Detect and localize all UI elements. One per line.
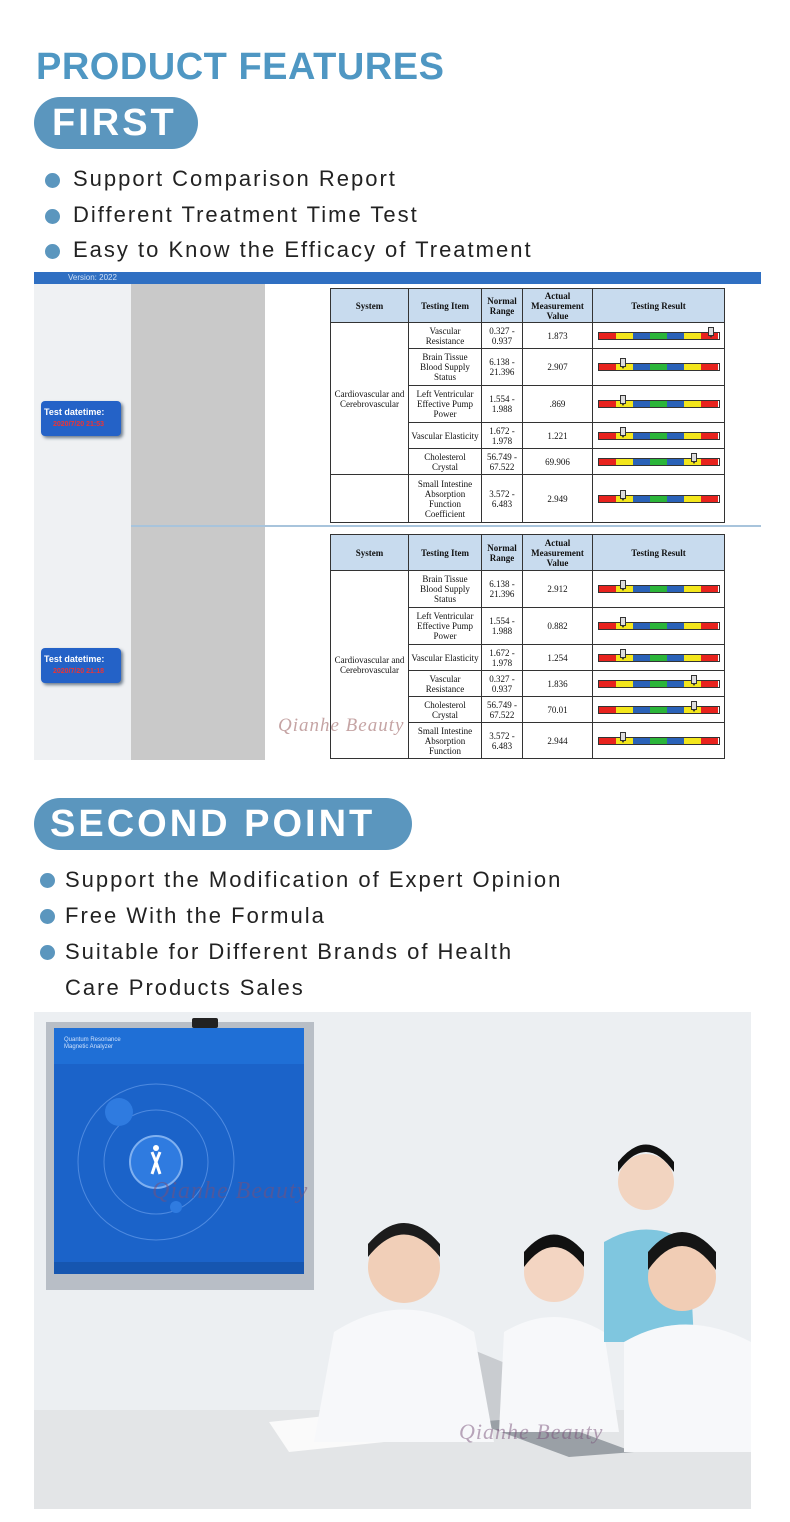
- test-datetime-value: 2020/7/20 21:53: [53, 421, 104, 428]
- test-datetime-label: Test datetime:: [44, 654, 105, 664]
- actual-value-cell: 2.907: [523, 349, 593, 386]
- section-badge-first: FIRST: [34, 97, 198, 149]
- testing-result-cell: [593, 723, 725, 759]
- bullet-dot: [40, 873, 55, 888]
- normal-range-cell: 56.749 - 67.522: [482, 449, 523, 475]
- result-marker: [620, 617, 626, 626]
- col-header-normal-range: Normal Range: [482, 535, 523, 571]
- table-row: [331, 323, 725, 349]
- normal-range-cell: 6.138 - 21.396: [482, 349, 523, 386]
- result-bar: [598, 458, 720, 466]
- result-bar: [598, 363, 720, 371]
- result-marker: [620, 358, 626, 367]
- normal-range-cell: 1.672 - 1.978: [482, 645, 523, 671]
- camera: [192, 1018, 218, 1028]
- normal-range-cell: 1.554 - 1.988: [482, 386, 523, 423]
- doctors-with-display-photo: [34, 1012, 751, 1509]
- bullet-item-continuation: Care Products Sales: [65, 975, 305, 1000]
- testing-item-cell: Vascular Resistance: [409, 323, 482, 349]
- testing-item-cell: Brain Tissue Blood Supply Status: [409, 571, 482, 608]
- actual-value-cell: 1.221: [523, 423, 593, 449]
- test-datetime-label: Test datetime:: [44, 407, 105, 417]
- testing-result-cell: [593, 645, 725, 671]
- bullet-item: Different Treatment Time Test: [73, 202, 419, 227]
- testing-result-cell: [593, 386, 725, 423]
- normal-range-cell: 3.572 - 6.483: [482, 723, 523, 759]
- bullet-item: Support the Modification of Expert Opinion: [65, 867, 563, 892]
- result-bar: [598, 680, 720, 688]
- result-bar: [598, 495, 720, 503]
- bullet-item: Easy to Know the Efficacy of Treatment: [73, 237, 533, 262]
- result-table-1: [330, 288, 725, 523]
- testing-result-cell: [593, 571, 725, 608]
- col-header-testing-result: Testing Result: [593, 535, 725, 571]
- bullet-dot: [45, 209, 60, 224]
- result-marker: [620, 395, 626, 404]
- col-header-testing-result: Testing Result: [593, 289, 725, 323]
- col-header-system: System: [331, 535, 409, 571]
- photo-illustration: [34, 1012, 751, 1509]
- result-bar: [598, 654, 720, 662]
- actual-value-cell: .869: [523, 386, 593, 423]
- report-top-bar: [34, 272, 761, 284]
- bullet-dot: [40, 909, 55, 924]
- testing-item-cell: Vascular Elasticity: [409, 645, 482, 671]
- normal-range-cell: 1.672 - 1.978: [482, 423, 523, 449]
- system-cell: [331, 475, 409, 523]
- result-marker: [691, 675, 697, 684]
- bullet-item: Free With the Formula: [65, 903, 326, 928]
- section-badge-second: SECOND POINT: [34, 798, 412, 850]
- watermark-text: Qianhe Beauty: [459, 1419, 604, 1444]
- col-header-system: System: [331, 289, 409, 323]
- test-datetime-value: 2020/7/20 21:18: [53, 668, 104, 675]
- normal-range-cell: 0.327 - 0.937: [482, 323, 523, 349]
- page-heading: PRODUCT FEATURES: [36, 46, 445, 88]
- testing-item-cell: Small Intestine Absorption Function: [409, 723, 482, 759]
- report-divider: [131, 525, 761, 527]
- table-row: [331, 475, 725, 523]
- testing-result-cell: [593, 323, 725, 349]
- comparison-report-screenshot: [34, 272, 761, 760]
- report-left-panel: [34, 284, 131, 760]
- testing-item-cell: Cholesterol Crystal: [409, 697, 482, 723]
- normal-range-cell: 0.327 - 0.937: [482, 671, 523, 697]
- testing-item-cell: Vascular Elasticity: [409, 423, 482, 449]
- bullet-item: Suitable for Different Brands of Health: [65, 939, 514, 964]
- result-bar: [598, 706, 720, 714]
- result-marker: [620, 649, 626, 658]
- normal-range-cell: 1.554 - 1.988: [482, 608, 523, 645]
- testing-result-cell: [593, 697, 725, 723]
- col-header-testing-item: Testing Item: [409, 535, 482, 571]
- bullet-dot: [40, 945, 55, 960]
- actual-value-cell: 70.01: [523, 697, 593, 723]
- result-marker: [691, 453, 697, 462]
- normal-range-cell: 56.749 - 67.522: [482, 697, 523, 723]
- actual-value-cell: 0.882: [523, 608, 593, 645]
- result-marker: [620, 427, 626, 436]
- testing-item-cell: Left Ventricular Effective Pump Power: [409, 608, 482, 645]
- testing-item-cell: Left Ventricular Effective Pump Power: [409, 386, 482, 423]
- testing-item-cell: Vascular Resistance: [409, 671, 482, 697]
- result-marker: [620, 490, 626, 499]
- result-marker: [708, 327, 714, 336]
- testing-result-cell: [593, 449, 725, 475]
- result-bar: [598, 332, 720, 340]
- actual-value-cell: 1.873: [523, 323, 593, 349]
- result-bar: [598, 622, 720, 630]
- watermark-text: Qianhe Beauty: [278, 715, 405, 736]
- result-marker: [620, 580, 626, 589]
- testing-result-cell: [593, 671, 725, 697]
- testing-item-cell: Brain Tissue Blood Supply Status: [409, 349, 482, 386]
- bullet-item: Support Comparison Report: [73, 166, 397, 191]
- result-bar: [598, 585, 720, 593]
- actual-value-cell: 1.254: [523, 645, 593, 671]
- actual-value-cell: 2.949: [523, 475, 593, 523]
- actual-value-cell: 69.906: [523, 449, 593, 475]
- bullet-dot: [45, 244, 60, 259]
- col-header-actual-value: Actual Measurement Value: [523, 289, 593, 323]
- normal-range-cell: 6.138 - 21.396: [482, 571, 523, 608]
- bullet-dot: [45, 173, 60, 188]
- result-bar: [598, 400, 720, 408]
- testing-item-cell: Small Intestine Absorption Function Coefficient: [409, 475, 482, 523]
- report-gray-panel: [131, 284, 265, 760]
- result-marker: [620, 732, 626, 741]
- test-datetime-button-1[interactable]: [41, 401, 121, 436]
- col-header-testing-item: Testing Item: [409, 289, 482, 323]
- test-datetime-button-2[interactable]: [41, 648, 121, 683]
- system-cell: Cardiovascular and Cerebrovascular: [331, 323, 409, 475]
- testing-result-cell: [593, 423, 725, 449]
- normal-range-cell: 3.572 - 6.483: [482, 475, 523, 523]
- table-row: [331, 571, 725, 608]
- actual-value-cell: 2.944: [523, 723, 593, 759]
- testing-result-cell: [593, 475, 725, 523]
- testing-result-cell: [593, 608, 725, 645]
- result-marker: [691, 701, 697, 710]
- screen-title: Quantum Resonance Magnetic Analyzer: [64, 1037, 121, 1050]
- version-text: Version: 2022: [68, 273, 117, 282]
- actual-value-cell: 1.836: [523, 671, 593, 697]
- watermark-text: Qianhe Beauty: [152, 1178, 309, 1204]
- result-bar: [598, 432, 720, 440]
- result-bar: [598, 737, 720, 745]
- system-cell: Cardiovascular and Cerebrovascular: [331, 571, 409, 759]
- col-header-actual-value: Actual Measurement Value: [523, 535, 593, 571]
- testing-item-cell: Cholesterol Crystal: [409, 449, 482, 475]
- col-header-normal-range: Normal Range: [482, 289, 523, 323]
- actual-value-cell: 2.912: [523, 571, 593, 608]
- testing-result-cell: [593, 349, 725, 386]
